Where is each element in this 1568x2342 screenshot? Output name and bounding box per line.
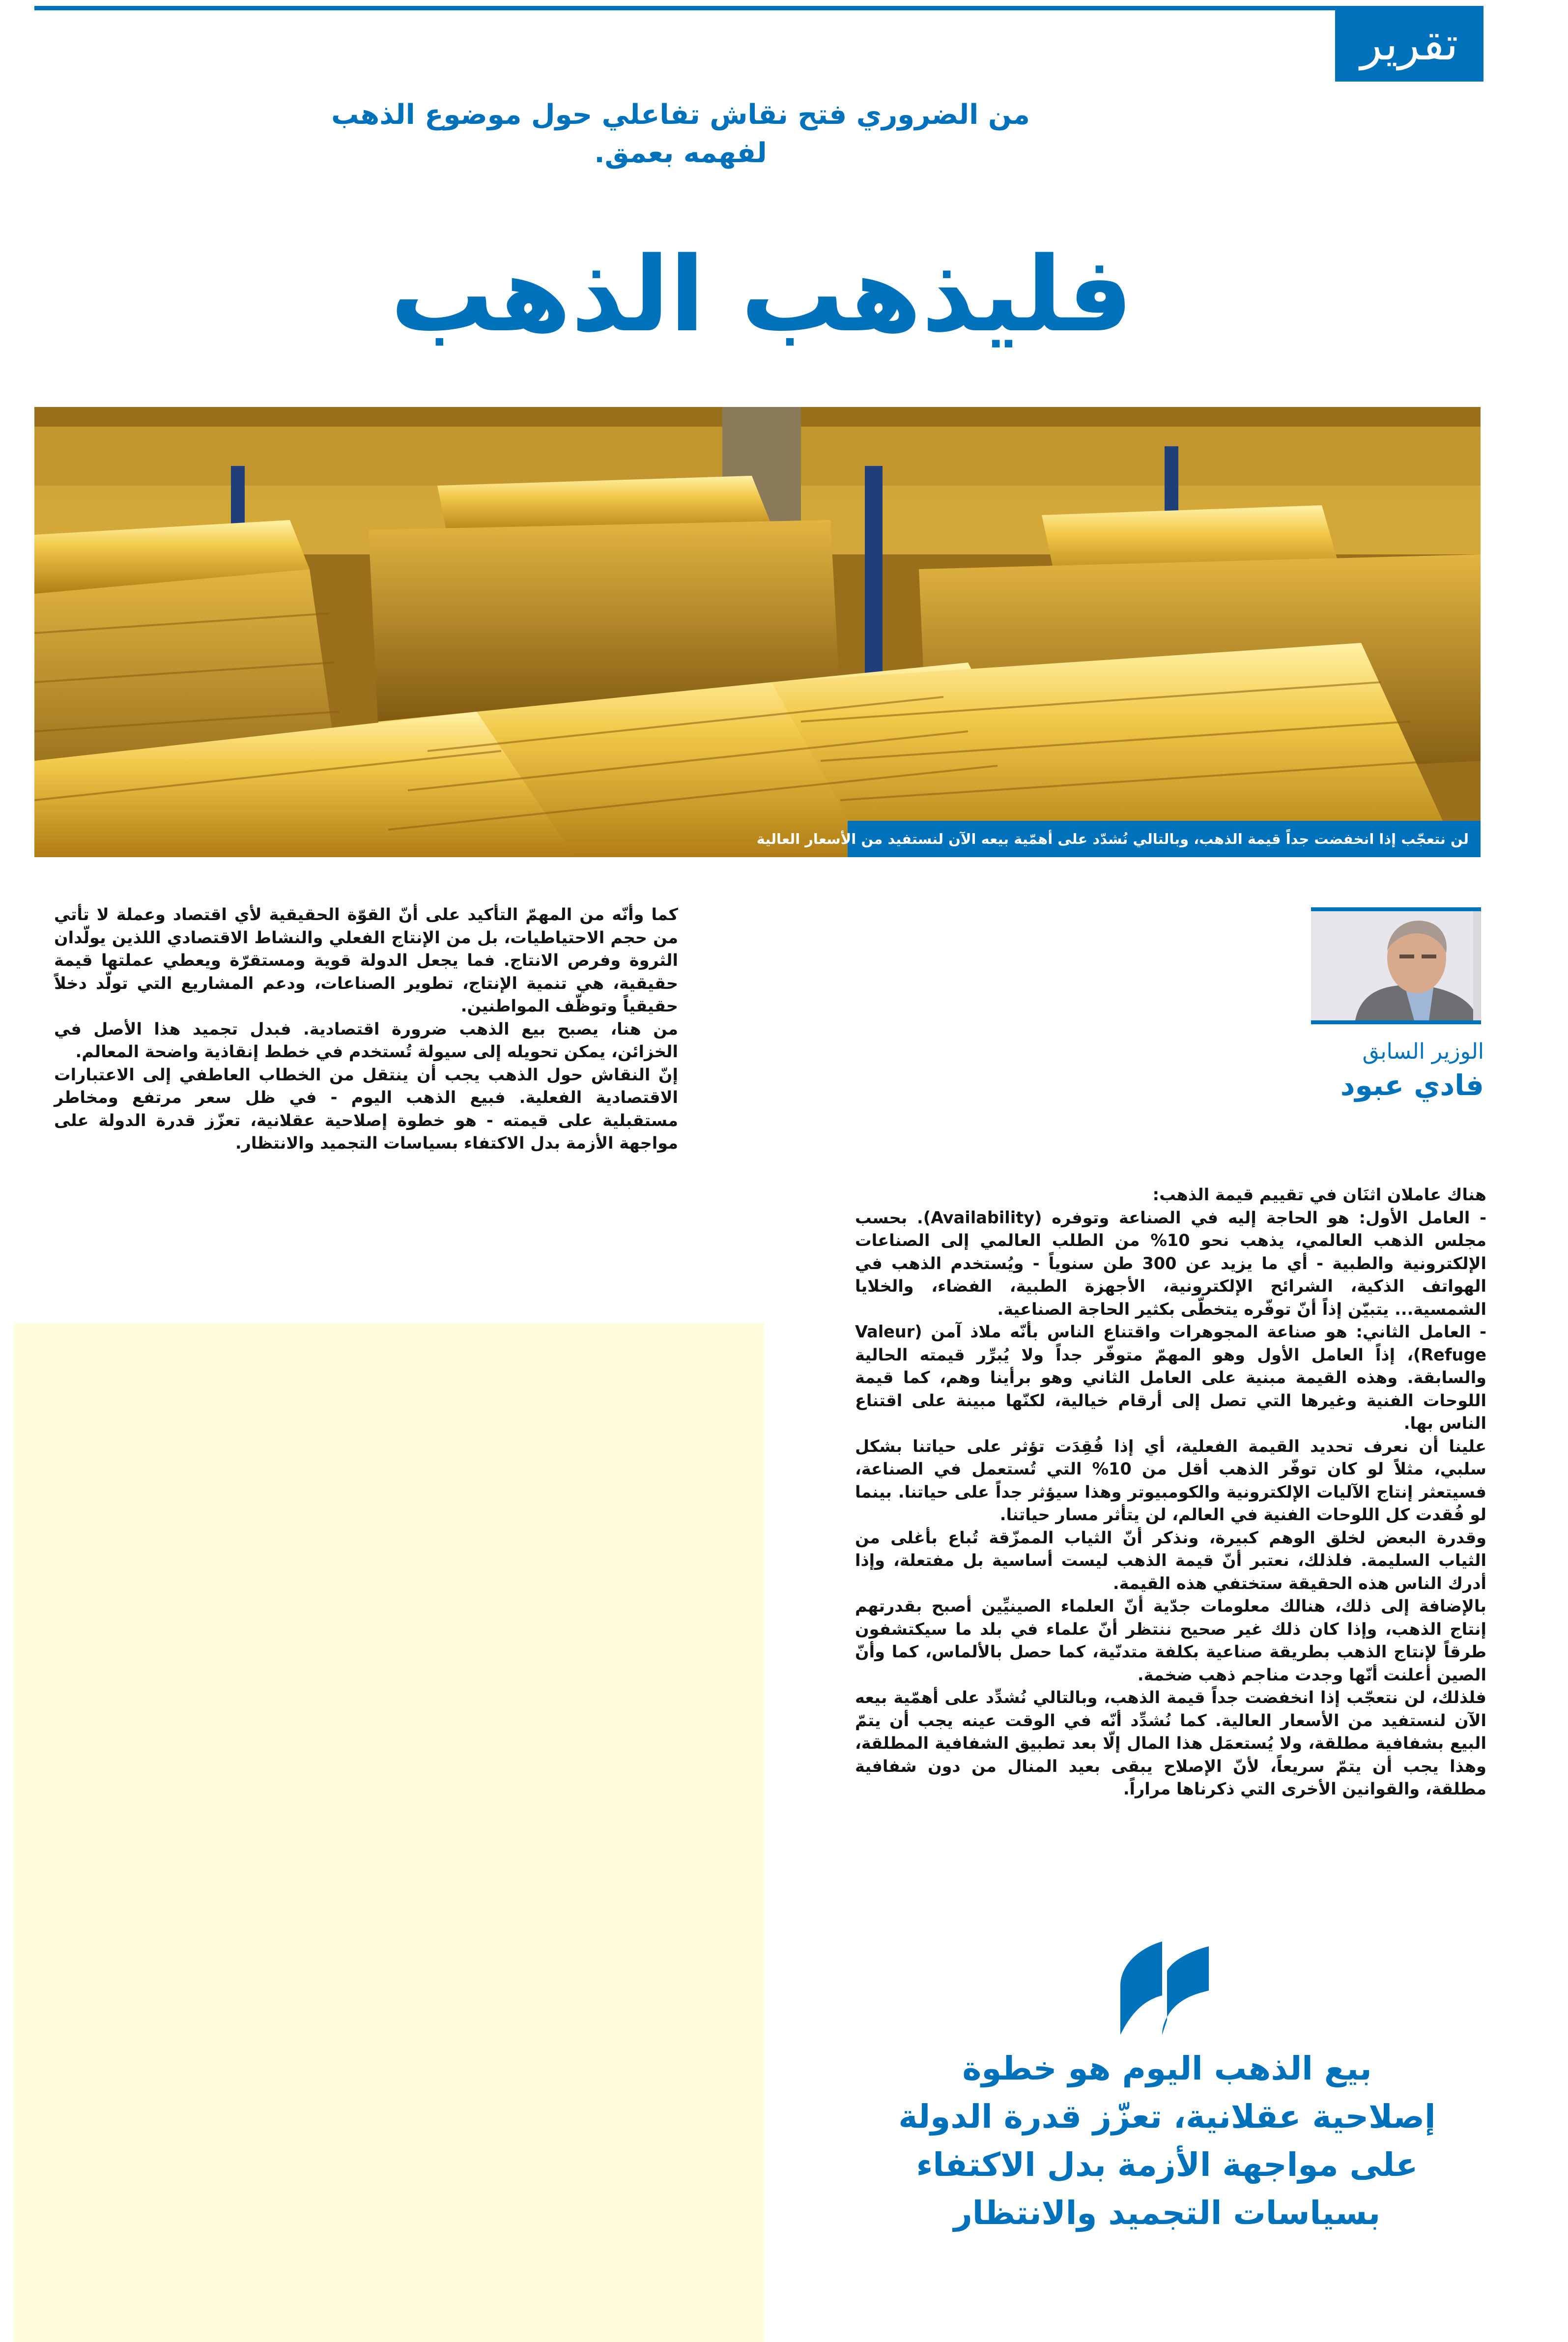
author-title: الوزير السابق	[1362, 1039, 1484, 1064]
paragraph: هناك عاملان اثنَان في تقييم قيمة الذهب:	[1152, 1185, 1486, 1204]
headline: فليذهب الذهب	[390, 234, 1133, 355]
top-rule	[34, 6, 1337, 10]
pull-quote-line: بسياسات التجميد والانتظار	[953, 2194, 1381, 2232]
gold-bars-photo	[34, 407, 1481, 857]
pull-quote-line: إصلاحية عقلانية، تعزّز قدرة الدولة	[898, 2098, 1436, 2136]
quote-mark-icon	[1115, 1941, 1209, 2035]
pull-quote-line: على مواجهة الأزمة بدل الاكتفاء	[916, 2146, 1418, 2184]
article-column-right	[855, 1184, 1486, 1801]
paragraph: - العامل الأول: هو الحاجة إليه في الصناعة وتوفره (Availability). بحسب مجلس الذهب العالمي، يذهب نحو 10% من الطلب العالمي إلى الصناعات الإلكترونية والطبية - أي ما يزيد عن 300 طن سنوياً - ويُستخدم الذهب في الهواتف الذكية، الشرائح الإلكترونية، الأجهزة الطبية، الفضاء، والخلايا الشمسية... يتبيّن إذاً أنّ توفّره يتخطّى بكثير الحاجة الصناعية.	[855, 1208, 1487, 1319]
paragraph: وقدرة البعض لخلق الوهم كبيرة، ونذكر أنّ الثياب الممزّقة تُباع بأغلى من الثياب السليمة. فلذلك، نعتبر أنّ قيمة الذهب ليست أساسية بل مفتعلة، وإذا أدرك الناس هذه الحقيقة ستختفي هذه القيمة.	[855, 1528, 1486, 1593]
paragraph: علينا أن نعرف تحديد القيمة الفعلية، أي إذا فُقِدَت تؤثر على حياتنا بشكل سلبي، مثلاً لو كان توفّر الذهب أقل من 10% التي تُستعمل في الصناعة، فسيتعثر إنتاج الآليات الإلكترونية والكومبيوتر وهذا سيؤثر جداً على حياتنا. بينما لو فُقدت كل اللوحات الفنية في العالم، لن يتأثر مسار حياتنا.	[855, 1436, 1486, 1524]
author-name: فادي عبود	[1340, 1069, 1484, 1102]
article-column-left	[54, 903, 678, 1155]
subheadline	[295, 96, 1066, 173]
section-label	[1335, 6, 1483, 82]
subheadline-line-1: من الضروري فتح نقاش تفاعلي حول موضوع الذهب	[331, 99, 1030, 131]
section-label-text: تقرير	[1360, 17, 1458, 70]
pull-quote	[894, 2045, 1440, 2237]
photo-caption: لن نتعجّب إذا انخفضت جداً قيمة الذهب، وبالتالي نُشدّد على أهمّية بيعه الآن لنستفيد من الأسعار العالية	[848, 821, 1481, 857]
pull-quote-line: بيع الذهب اليوم هو خطوة	[962, 2050, 1372, 2087]
highlight-block	[14, 1323, 764, 2342]
paragraph: بالإضافة إلى ذلك، هنالك معلومات جدّية أنّ العلماء الصينيِّين أصبح بقدرتهم إنتاج الذهب، وإذا كان ذلك غير صحيح ننتظر أنّ علماء في بلد ما سيكتشفون طرقاً لإنتاج الذهب بطريقة صناعية بكلفة متدنّية، كما حصل بالألماس، كما وأنّ الصين أعلنت أنّها وجدت مناجم ذهب ضخمة.	[855, 1596, 1486, 1684]
paragraph: فلذلك، لن نتعجّب إذا انخفضت جداً قيمة الذهب، وبالتالي نُشدِّد على أهمّية بيعه الآن لنستفيد من الأسعار العالية. كما نُشدِّد أنّه في الوقت عينه يجب أن يتمّ البيع بشفافية مطلقة، ولا يُستعمَل هذا المال إلّا بعد تطبيق الشفافية المطلقة، وهذا يجب أن يتمّ سريعاً، لأنّ الإصلاح يبقى بعيد المنال من دون شفافية مطلقة، والقوانين الأخرى التي ذكرناها مراراً.	[855, 1688, 1486, 1798]
author-photo	[1311, 907, 1481, 1024]
author-portrait	[1311, 911, 1473, 1020]
subheadline-line-2: لفهمه بعمق.	[594, 137, 767, 169]
paragraph: إنّ النقاش حول الذهب يجب أن ينتقل من الخطاب العاطفي إلى الاعتبارات الاقتصادية الفعلية. فبيع الذهب اليوم - في ظل سعر مرتفع ومخاطر مستقبلية على قيمته - هو خطوة إصلاحية عقلانية، تعزّز قدرة الدولة على مواجهة الأزمة بدل الاكتفاء بسياسات التجميد والانتظار.	[54, 1065, 678, 1153]
paragraph: كما وأنّه من المهمّ التأكيد على أنّ القوّة الحقيقية لأي اقتصاد وعملة لا تأتي من حجم الاحتياطيات، بل من الإنتاج الفعلي والنشاط الاقتصادي اللذين يولّدان الثروة وفرص الانتاج. فما يجعل الدولة قوية ومستقرّة ويعطي عملتها قيمة حقيقية، هي تنمية الإنتاج، تطوير الصناعات، ودعم المشاريع التي تولّد دخلاً حقيقياً وتوظّف المواطنين.	[54, 905, 678, 1015]
paragraph: - العامل الثاني: هو صناعة المجوهرات واقتناع الناس بأنّه ملاذ آمن (Valeur Refuge)، إذاً العامل الأول وهو المهمّ متوفّر جداً ولا يُبرِّر قيمته الحالية والسابقة. وهذه القيمة مبنية على العامل الثاني وهو برأينا وهم، كما قيمة اللوحات الفنية وغيرها التي تصل إلى أرقام خيالية، لكنّها مبينة على اقتناع الناس بها.	[855, 1322, 1486, 1433]
gold-bars-illustration	[34, 407, 1481, 857]
paragraph: من هنا، يصبح بيع الذهب ضرورة اقتصادية. فبدل تجميد هذا الأصل في الخزائن، يمكن تحويله إلى سيولة تُستخدم في خطط إنقاذية واضحة المعالم.	[54, 1019, 678, 1061]
